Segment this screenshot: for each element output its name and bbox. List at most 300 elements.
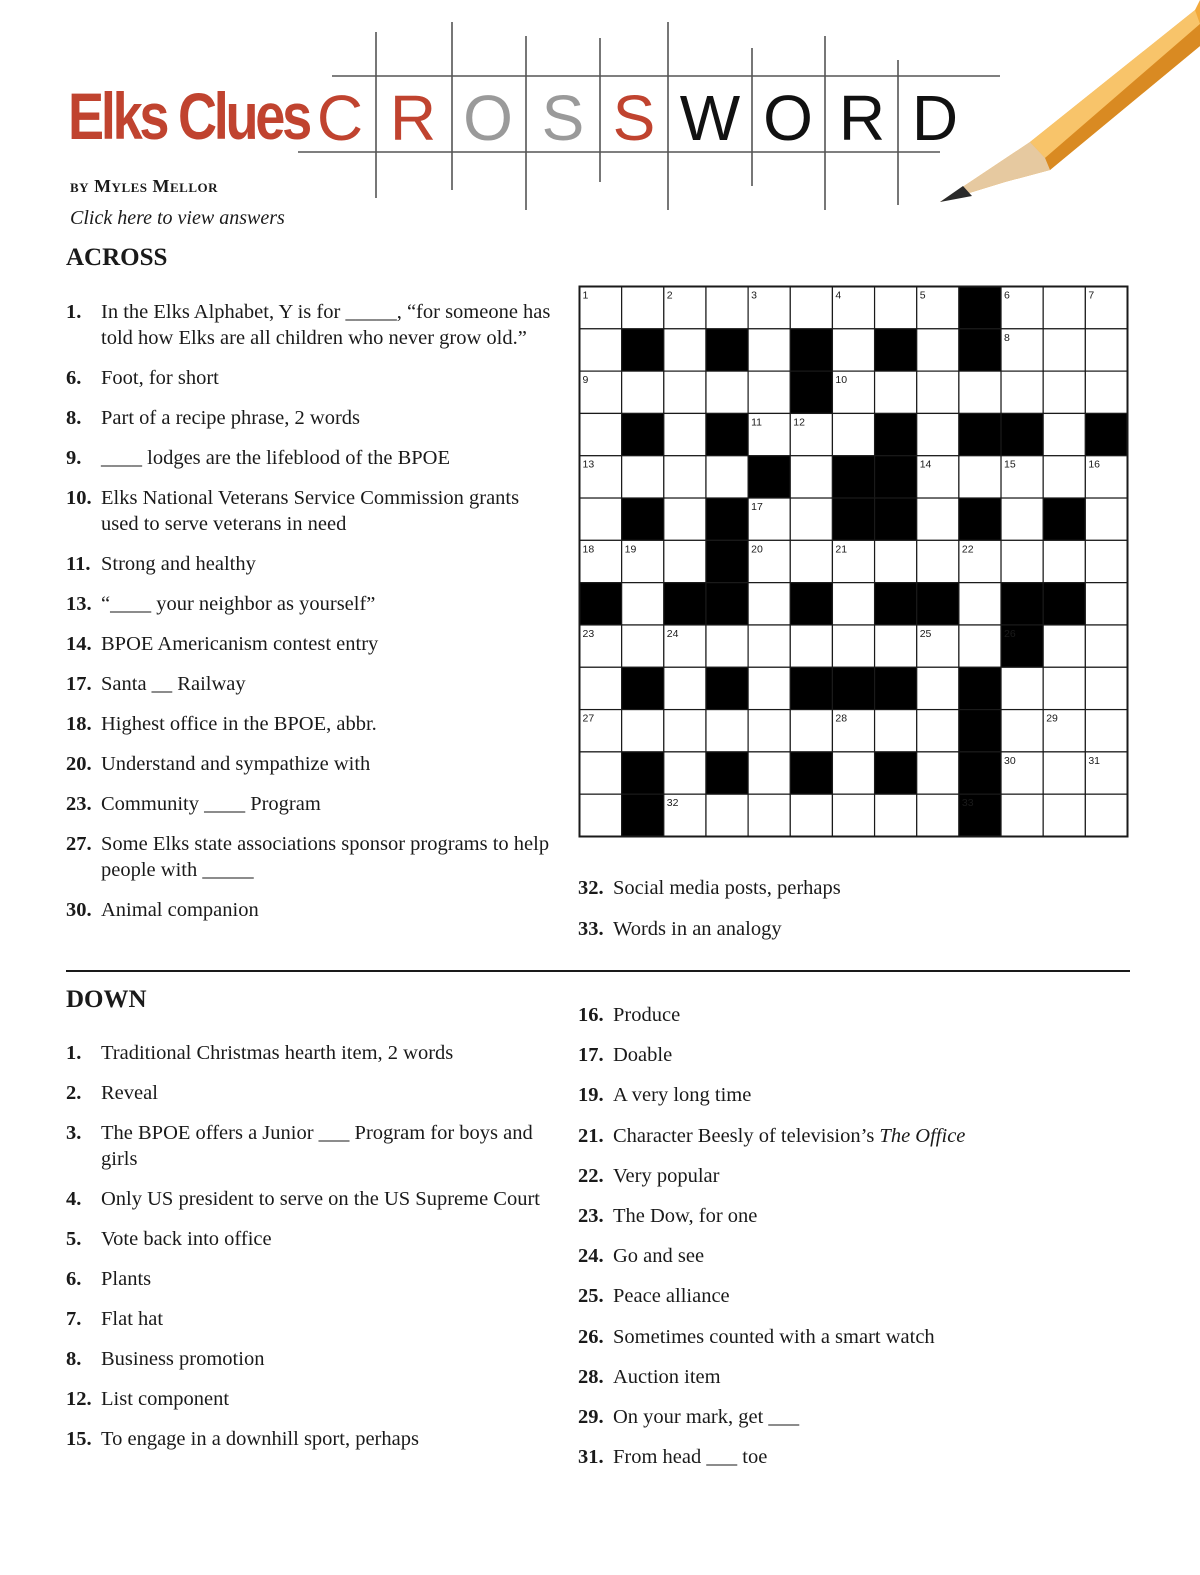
clue-text: Business promotion [101,1348,265,1370]
grid-cell[interactable] [748,625,790,667]
grid-block [706,583,748,625]
clue-item[interactable] [578,1163,1138,1189]
grid-block [1043,583,1085,625]
clue-number: 28. [578,1365,604,1388]
clue-text: Very popular [613,1164,720,1187]
grid-block [959,752,1001,794]
grid-cell[interactable] [748,583,790,625]
grid-cell[interactable] [1043,413,1085,455]
clue-text: The BPOE offers a Junior ___ Program for boys and girls [101,1122,533,1170]
grid-cell[interactable] [706,710,748,752]
title-letter: S [541,82,585,154]
grid-cell[interactable] [748,794,790,836]
grid-block [1001,583,1043,625]
clue-item[interactable] [66,631,556,657]
clue-text: To engage in a downhill sport, perhaps [101,1428,419,1450]
view-answers-link[interactable]: Click here to view answers [70,207,285,229]
grid-block [1085,413,1127,455]
clue-text: In the Elks Alphabet, Y is for _____, “for someone has told how Elks are all children who never grow old.” [101,301,551,349]
cell-number: 30 [1004,754,1016,767]
grid-cell[interactable] [1001,794,1043,836]
grid-cell[interactable] [1001,667,1043,709]
grid-cell[interactable] [706,371,748,413]
grid-block [1043,498,1085,540]
clue-number: 17. [66,673,92,695]
grid-cell[interactable] [875,710,917,752]
clue-number: 11. [66,553,91,575]
brand-title: Elks Clues [68,79,309,153]
clue-text: Some Elks state associations sponsor programs to help people with _____ [101,833,550,881]
clue-number: 27. [66,833,92,855]
cell-number: 6 [1004,289,1010,302]
grid-cell[interactable] [1085,540,1127,582]
crossword-grid [578,285,1129,838]
grid-cell[interactable] [580,329,622,371]
grid-cell[interactable] [790,540,832,582]
byline [70,176,218,197]
clue-item[interactable] [66,299,556,351]
cell-number: 24 [666,627,679,640]
clue-item[interactable] [578,1364,1138,1390]
clue-text: List component [101,1388,230,1410]
grid-block [959,413,1001,455]
cell-number: 14 [919,458,932,471]
clue-text: Produce [613,1004,681,1026]
clue-number: 8. [66,1348,82,1370]
clue-item[interactable] [66,1226,546,1252]
grid-cell[interactable] [1043,329,1085,371]
grid-block [622,752,664,794]
grid-cell[interactable] [580,498,622,540]
clue-number: 22. [578,1164,604,1187]
grid-cell[interactable] [1085,498,1127,540]
grid-block [706,413,748,455]
clue-number: 32. [578,877,604,899]
cell-number: 3 [751,289,757,302]
clue-text: The Dow, for one [613,1204,758,1227]
grid-cell[interactable] [1085,710,1127,752]
grid-cell[interactable] [706,794,748,836]
clue-number: 20. [66,753,92,775]
across-heading: ACROSS [66,244,168,271]
clue-item[interactable] [66,591,556,617]
grid-block [706,498,748,540]
clue-number: 29. [578,1405,604,1428]
cell-number: 23 [582,627,595,640]
clue-number: 18. [66,713,92,735]
grid-cell[interactable] [748,329,790,371]
cell-number: 5 [919,289,926,302]
clue-item[interactable] [578,1283,1138,1309]
grid-cell[interactable] [790,287,832,329]
clue-text: Santa __ Railway [101,673,246,695]
clue-item[interactable] [578,916,1118,942]
grid-cell[interactable] [917,498,959,540]
grid-cell[interactable] [832,794,874,836]
clue-number: 1. [66,1042,82,1064]
clue-item[interactable] [66,1346,546,1372]
grid-cell[interactable] [1085,371,1127,413]
grid-cell[interactable] [959,456,1001,498]
grid-cell[interactable] [622,287,664,329]
clue-item[interactable] [66,711,556,737]
cell-number: 10 [835,374,848,387]
cell-number: 22 [961,543,974,556]
clue-number: 31. [578,1446,604,1469]
cell-number: 16 [1088,458,1101,471]
grid-cell[interactable] [1043,794,1085,836]
clue-item[interactable] [578,1444,1138,1470]
clue-item[interactable] [66,405,556,431]
clue-text: Strong and healthy [101,553,256,575]
grid-cell[interactable] [875,287,917,329]
title-letter: D [911,82,959,154]
clue-number: 24. [578,1245,604,1268]
grid-cell[interactable] [1085,625,1127,667]
clue-item[interactable] [578,1123,1138,1149]
grid-block [832,667,874,709]
grid-cell[interactable] [1043,287,1085,329]
clue-text: Words in an analogy [613,918,782,940]
clue-number: 13. [66,593,92,615]
clue-item[interactable] [66,1306,546,1332]
grid-block [875,329,917,371]
grid-block [790,329,832,371]
cell-number: 18 [582,543,595,556]
grid-cell[interactable] [790,794,832,836]
clue-number: 4. [66,1188,82,1210]
grid-cell[interactable] [1085,583,1127,625]
cell-number: 1 [582,289,589,302]
clue-number: 8. [66,407,82,429]
title-letter: R [389,82,437,154]
clue-text: On your mark, get ___ [613,1405,800,1428]
cell-number: 28 [835,712,848,725]
section-divider [66,970,1130,972]
grid-cell[interactable] [1085,794,1127,836]
grid-cell[interactable] [832,625,874,667]
grid-block [875,413,917,455]
grid-cell[interactable] [1043,625,1085,667]
clue-item[interactable] [578,1404,1138,1430]
grid-block [622,794,664,836]
grid-cell[interactable] [917,329,959,371]
grid-cell[interactable] [748,667,790,709]
grid-cell[interactable] [917,710,959,752]
grid-cell[interactable] [917,752,959,794]
cell-number: 21 [835,543,848,556]
clue-text: Foot, for short [101,367,219,389]
grid-block [959,287,1001,329]
clue-number: 15. [66,1428,92,1450]
grid-cell[interactable] [622,456,664,498]
clue-text: Part of a recipe phrase, 2 words [101,407,361,429]
grid-cell[interactable] [580,413,622,455]
clue-text: Auction item [613,1365,721,1388]
grid-cell[interactable] [664,413,706,455]
clue-item[interactable] [66,1120,546,1172]
grid-block [622,413,664,455]
clue-number: 14. [66,633,92,655]
cell-number: 26 [1004,627,1016,640]
clue-number: 30. [66,899,92,921]
grid-block [875,456,917,498]
clue-number: 23. [578,1204,604,1227]
clue-number: 1. [66,301,82,323]
grid-block [790,752,832,794]
title-letter: C [316,82,364,154]
author-name: Myles Mellor [94,176,219,196]
down-heading: DOWN [66,986,147,1013]
grid-cell[interactable] [706,625,748,667]
clue-item[interactable] [66,1426,546,1452]
cell-number: 19 [624,543,637,556]
cell-number: 31 [1088,754,1101,767]
grid-cell[interactable] [832,752,874,794]
grid-cell[interactable] [832,329,874,371]
cell-number: 13 [582,458,595,471]
clue-number: 25. [578,1285,604,1308]
clue-text: “____ your neighbor as yourself” [101,593,376,615]
clue-number: 5. [66,1228,82,1250]
grid-block [706,540,748,582]
clue-item[interactable] [66,751,556,777]
clue-item[interactable] [66,791,556,817]
clue-item[interactable] [66,551,556,577]
grid-cell[interactable] [664,371,706,413]
grid-cell[interactable] [622,710,664,752]
grid-cell[interactable] [790,625,832,667]
grid-cell[interactable] [959,371,1001,413]
grid-cell[interactable] [706,287,748,329]
clue-item[interactable] [66,1040,546,1066]
clue-item[interactable] [578,1042,1138,1068]
clue-number: 17. [578,1044,604,1067]
clue-item[interactable] [578,875,1118,901]
grid-cell[interactable] [875,794,917,836]
clue-item[interactable] [66,831,556,883]
cell-number: 25 [919,627,932,640]
grid-cell[interactable] [622,583,664,625]
clue-item[interactable] [578,1324,1138,1350]
crossword-title [317,82,958,154]
clue-number: 6. [66,1268,82,1290]
grid-cell[interactable] [664,456,706,498]
clue-text: BPOE Americanism contest entry [101,633,379,655]
clue-text: Plants [101,1268,152,1290]
grid-cell[interactable] [917,794,959,836]
grid-block [959,667,1001,709]
cell-number: 8 [1004,331,1010,344]
grid-block [917,583,959,625]
grid-block [664,583,706,625]
clue-text: ____ lodges are the lifeblood of the BPOE [101,447,451,469]
grid-block [959,710,1001,752]
clue-text: Traditional Christmas hearth item, 2 words [101,1042,454,1064]
clue-text: Only US president to serve on the US Supreme Court [101,1188,540,1210]
cell-number: 12 [793,416,805,429]
title-letter: R [838,82,886,154]
grid-cell[interactable] [875,371,917,413]
grid-cell[interactable] [748,752,790,794]
clue-item[interactable] [66,1080,546,1106]
grid-cell[interactable] [664,498,706,540]
grid-cell[interactable] [875,540,917,582]
clue-number: 23. [66,793,92,815]
clue-item[interactable] [66,445,556,471]
clue-item[interactable] [66,365,556,391]
grid-cell[interactable] [917,540,959,582]
cell-number: 33 [961,797,974,810]
clue-item[interactable] [66,1186,546,1212]
clue-text: Go and see [613,1245,705,1268]
clue-number: 26. [578,1325,604,1348]
grid-cell[interactable] [790,456,832,498]
clue-number: 12. [66,1388,92,1410]
grid-cell[interactable] [664,752,706,794]
cell-number: 2 [666,289,673,302]
grid-block [706,329,748,371]
title-letter: S [612,82,656,154]
clue-item[interactable] [66,1386,546,1412]
grid-cell[interactable] [1043,752,1085,794]
grid-cell[interactable] [832,413,874,455]
grid-block [959,498,1001,540]
cell-number: 9 [582,374,589,387]
clue-number: 2. [66,1082,82,1104]
grid-cell[interactable] [1085,667,1127,709]
grid-cell[interactable] [664,710,706,752]
clue-text: Understand and sympathize with [101,753,371,775]
clue-number: 10. [66,487,92,509]
clue-text: Sometimes counted with a smart watch [613,1325,935,1348]
clue-text: Elks National Veterans Service Commission grants used to serve veterans in need [101,487,520,535]
grid-cell[interactable] [706,456,748,498]
title-letter: W [679,82,741,154]
grid-block [790,371,832,413]
grid-cell[interactable] [1001,371,1043,413]
clue-number: 16. [578,1004,604,1026]
clue-number: 19. [578,1084,604,1107]
grid-cell[interactable] [580,794,622,836]
clue-text: Highest office in the BPOE, abbr. [101,713,377,735]
grid-block [832,498,874,540]
clue-number: 9. [66,447,82,469]
grid-block [875,752,917,794]
clue-text: Social media posts, perhaps [613,877,841,899]
grid-block [959,329,1001,371]
clue-item[interactable] [578,1243,1138,1269]
grid-block [706,667,748,709]
clue-text: Reveal [101,1082,158,1104]
clue-number: 6. [66,367,82,389]
grid-cell[interactable] [1001,710,1043,752]
grid-cell[interactable] [1001,540,1043,582]
cell-number: 4 [835,289,842,302]
clue-text: Peace alliance [613,1285,730,1308]
grid-cell[interactable] [1001,498,1043,540]
grid-cell[interactable] [1043,540,1085,582]
clue-item[interactable] [66,485,556,537]
clue-number: 7. [66,1308,82,1330]
clue-text: Vote back into office [101,1228,272,1250]
grid-cell[interactable] [622,625,664,667]
grid-cell[interactable] [664,540,706,582]
clue-number: 3. [66,1122,82,1144]
grid-cell[interactable] [1043,371,1085,413]
clue-item[interactable] [66,1266,546,1292]
grid-cell[interactable] [664,329,706,371]
grid-cell[interactable] [959,583,1001,625]
grid-cell[interactable] [959,625,1001,667]
grid-cell[interactable] [790,498,832,540]
grid-cell[interactable] [1043,667,1085,709]
clue-item[interactable] [578,1002,1138,1028]
grid-cell[interactable] [790,710,832,752]
grid-cell[interactable] [875,625,917,667]
cell-number: 7 [1088,289,1095,302]
clue-italic-text: The Office [879,1124,966,1147]
title-letter: O [463,82,513,154]
grid-cell[interactable] [1043,456,1085,498]
grid-cell[interactable] [1085,329,1127,371]
clue-text: Animal companion [101,899,259,921]
grid-block [748,456,790,498]
grid-cell[interactable] [664,667,706,709]
cell-number: 20 [751,543,763,556]
grid-cell[interactable] [832,583,874,625]
cell-number: 27 [582,712,595,725]
cell-number: 17 [751,501,763,514]
cell-number: 29 [1046,712,1058,725]
pencil-icon [940,0,1200,202]
grid-cell[interactable] [580,752,622,794]
clue-text: Doable [613,1044,673,1067]
clue-number: 21. [578,1124,604,1147]
grid-cell[interactable] [622,371,664,413]
clue-item[interactable] [578,1082,1138,1108]
grid-cell[interactable] [748,371,790,413]
grid-block [580,583,622,625]
grid-block [706,752,748,794]
grid-block [875,667,917,709]
grid-block [790,583,832,625]
clue-text: Community ____ Program [101,793,321,815]
clue-item[interactable] [66,671,556,697]
clue-item[interactable] [66,897,556,923]
grid-cell[interactable] [580,667,622,709]
byline-prefix: by [70,176,90,196]
cell-number: 15 [1004,458,1016,471]
clue-text: Flat hat [101,1308,164,1330]
grid-cell[interactable] [917,371,959,413]
grid-block [875,583,917,625]
across-clues-right [578,875,1118,957]
down-clues-left [66,1040,546,1466]
grid-cell[interactable] [917,667,959,709]
grid-block [622,498,664,540]
clue-text: Character Beesly of television’s [613,1124,875,1147]
clue-item[interactable] [578,1203,1138,1229]
grid-cell[interactable] [917,413,959,455]
clue-number: 33. [578,918,604,940]
grid-cell[interactable] [748,710,790,752]
down-clues-right [578,1002,1138,1484]
grid-block [622,667,664,709]
across-clues-left [66,299,556,937]
cell-number: 32 [666,797,679,810]
title-letter: O [763,82,813,154]
